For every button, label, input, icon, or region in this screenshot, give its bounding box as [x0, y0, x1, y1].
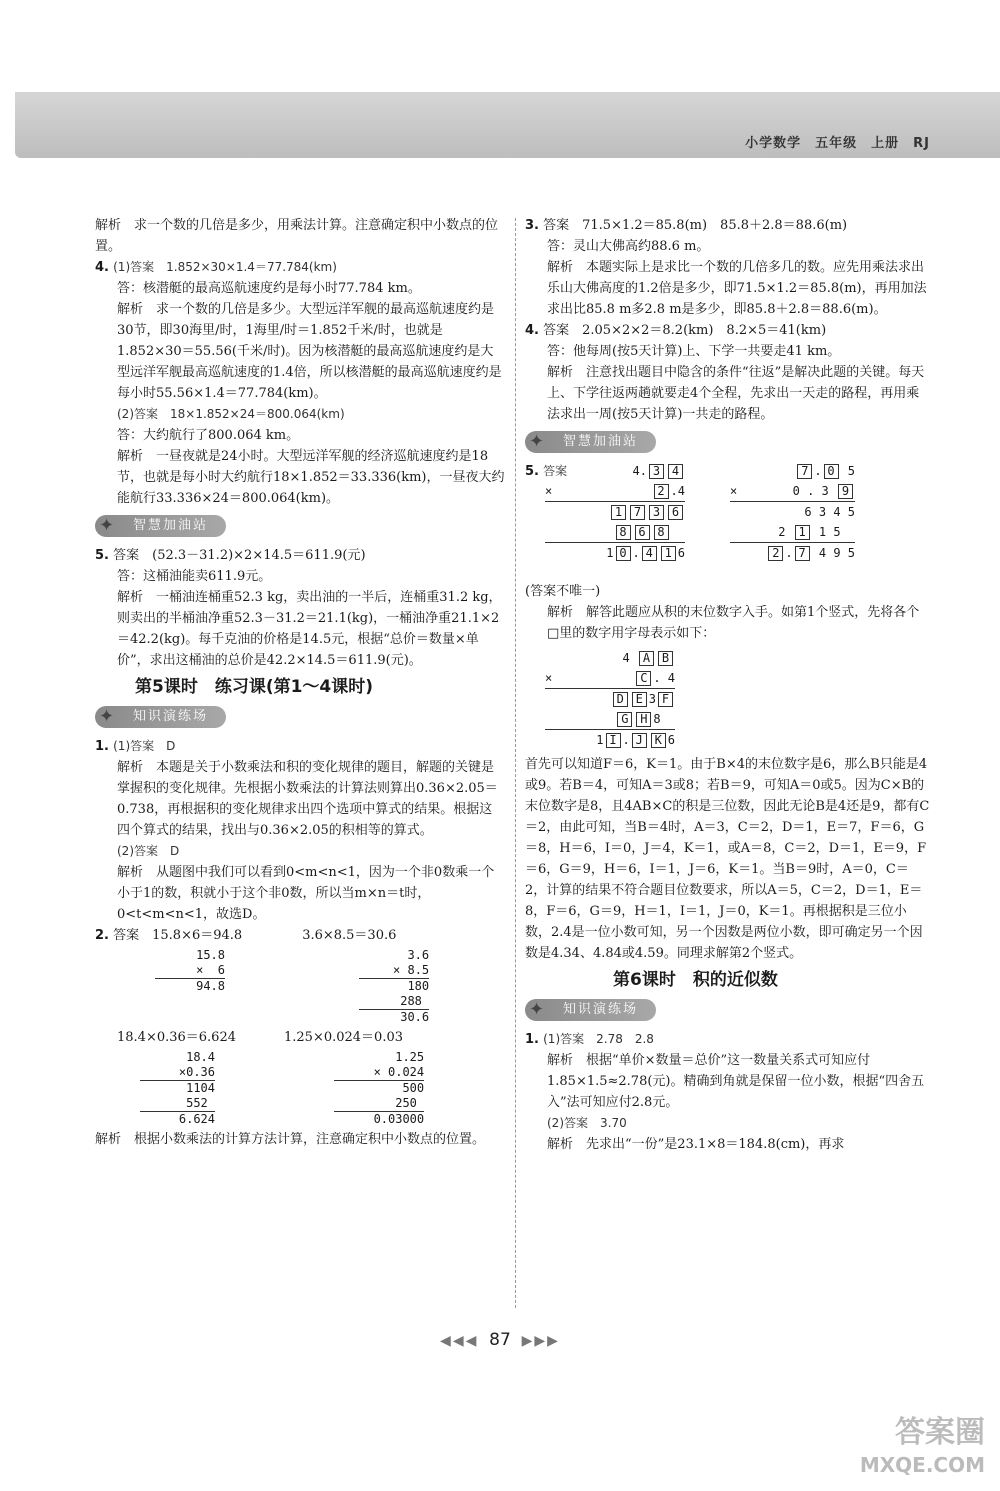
vertical-calcs-row2: [140, 1050, 505, 1127]
answer-label: (2)答案 D: [117, 844, 180, 858]
answer-text: 答：这桶油能卖611.9元。: [117, 569, 272, 584]
question-1: 1. (1)答案 2.78 2.8: [525, 1032, 654, 1047]
runner-icon: ✦: [529, 431, 547, 452]
analysis-text: 解析 一桶油连桶重52.3 kg，卖出油的一半后，连桶重31.2 kg，则卖出的半桶油净重52.3－31.2＝21.1(kg)，一桶油净重21.1×2＝42.2(kg)。每千克油的价格是14.5元，根据“总价＝数量×单价”，求出这桶油的总价是42.2×14.5＝611.9(元)。: [117, 590, 502, 668]
vertical-calc: 18.4 ×0.36 1104 552 6.624: [140, 1050, 215, 1127]
analysis-text: 首先可以知道F＝6，K＝1。由于B×4的末位数字是6，那么B只能是4或9。若B＝4，可知A＝3或8；若B＝9，可知A＝0或5。因为C×B的末位数字是8，且4AB×C的积是三位数，因此无论B是4还是9，都有C＝2，由此可知，当B＝4时，A＝3，C＝2，D＝1，E＝7，F＝6，G＝8，H＝6，I＝0，J＝4，K＝1，或A＝8，C＝2，D＝1，E＝9，F＝6，G＝9，H＝6，I＝1，J＝6，K＝1。当B＝9时，A＝0，C＝2，计算的结果不符合题目位数要求，所以A＝5，C＝2，D＝1，E＝8，F＝6，G＝9，H＝1，I＝1，J＝0，K＝1。再根据积是三位小数，2.4是一位小数可知，另一个因数是两位小数，即可确定另一个因数是4.34、4.84或4.59。同理求解第2个竖式。: [525, 757, 930, 961]
answer-text: 答：核潜艇的最高巡航速度约是每小时77.784 km。: [117, 281, 421, 296]
watermark: 答案圈 MXQE.COM: [859, 1415, 985, 1477]
analysis-text: 解析 解答此题应从积的末位数字入手。如第1个竖式，先将各个□里的数字用字母表示如下：: [547, 605, 920, 641]
vertical-calc: 15.8 × 6 94.8: [155, 948, 225, 994]
section-banner: ✦ 智慧加油站: [525, 431, 656, 453]
section-banner: ✦ 智慧加油站: [95, 515, 226, 537]
question-4: 4. (1)答案 1.852×30×1.4＝77.784(km): [95, 260, 337, 275]
question-5: 5. 答案 4. 3 4 × 2 .4 1 7 3 6 8 6 8 1 0 . 4 1 6 7 . 0 5 × 0 . 3 9 6 3 4 5 2 1 1 5 2 . 7 4 9 5: [525, 461, 930, 581]
answer-note: (答案不唯一): [525, 584, 601, 599]
analysis-text: 解析 求一个数的几倍是多少，用乘法计算。注意确定积中小数点的位置。: [95, 218, 499, 254]
runner-icon: ✦: [99, 515, 117, 536]
section-banner: ✦ 知识演练场: [525, 999, 656, 1021]
prev-arrows-icon: ◀◀◀: [440, 1333, 479, 1349]
answer-text: 答：他每周(按5天计算)上、下学一共要走41 km。: [547, 344, 841, 359]
analysis-text: 解析 本题实际上是求比一个数的几倍多几的数。应先用乘法求出乐山大佛高度的1.2倍是多少，即71.5×1.2＝85.8(m)，再用加法求出比85.8 m多2.8 m是多少，即85.8＋2.8＝88.6(m)。: [547, 260, 927, 317]
vertical-calc: 4. 3 4 × 2 .4 1 7 3 6 8 6 8 1 0 . 4 1 6: [545, 461, 685, 563]
right-column: [525, 215, 930, 1155]
section-banner: ✦ 知识演练场: [95, 706, 226, 728]
question-4: 4. 答案 2.05×2×2＝8.2(km) 8.2×5＝41(km): [525, 323, 827, 338]
lesson-title: 第6课时 积的近似数: [613, 970, 778, 990]
analysis-text: 解析 根据小数乘法的计算方法计算，注意确定积中小数点的位置。: [95, 1132, 486, 1147]
runner-icon: ✦: [99, 706, 117, 727]
question-2: 2. 答案 15.8×6＝94.8 3.6×8.5＝30.6: [95, 928, 397, 943]
vertical-calc: 7 . 0 5 × 0 . 3 9 6 3 4 5 2 1 1 5 2 . 7 4 9 5: [730, 461, 855, 563]
vertical-calc: 1.25 × 0.024 500 250 0.03000: [334, 1050, 424, 1127]
analysis-text: 解析 本题是关于小数乘法和积的变化规律的题目，解题的关键是掌握积的变化规律。先根据小数乘法的计算法则算出0.36×2.05＝0.738，再根据积的变化规律求出四个选项中算式的结果。根据这四个算式的结果，找出与0.36×2.05的积相等的算式。: [117, 760, 498, 838]
header-title: 小学数学 五年级 上册 RJ: [745, 136, 930, 151]
letter-vertical-calc: 4 A B × C . 4 D E 3 F G H 8 1 I . J K 6: [545, 648, 675, 750]
analysis-text: 解析 一昼夜就是24小时。大型远洋军舰的经济巡航速度约是18节，也就是每小时大约航行18×1.852＝33.336(km)，一昼夜大约能航行33.336×24＝800.064(km)。: [117, 449, 505, 506]
runner-icon: ✦: [529, 999, 547, 1020]
answer-label: (2)答案 18×1.852×24＝800.064(km): [117, 407, 345, 421]
question-3: 3. 答案 71.5×1.2＝85.8(m) 85.8＋2.8＝88.6(m): [525, 218, 848, 233]
vertical-calc: 3.6 × 8.5 180 288 30.6: [359, 948, 429, 1025]
answer-text: 答：灵山大佛高约88.6 m。: [547, 239, 710, 254]
analysis-text: 解析 从题图中我们可以看到0<m<n<1，因为一个非0数乘一个小于1的数，积就小于这个非0数，所以当m×n＝t时，0<t<m<n<1，故选D。: [117, 865, 495, 922]
answer-label: (2)答案 3.70: [547, 1116, 627, 1130]
analysis-text: 解析 根据“单价×数量＝总价”这一数量关系式可知应付1.85×1.5≈2.78(元)。精确到角就是保留一位小数，根据“四舍五入”法可知应付2.8元。: [547, 1053, 925, 1110]
vertical-calcs-row1: [155, 948, 505, 1025]
question-1: 1. (1)答案 D: [95, 739, 176, 754]
page-footer: [0, 1330, 1000, 1350]
analysis-text: 解析 求一个数的几倍是多少。大型远洋军舰的最高巡航速度约是30节，即30海里/时，1海里/时＝1.852千米/时，也就是1.852×30＝55.56(千米/时)。因为核潜艇的最高巡航速度约是大型远洋军舰最高巡航速度的1.4倍，所以核潜艇的最高巡航速度约是每小时55.56×1.4＝77.784(km)。: [117, 302, 502, 401]
left-column: [95, 215, 505, 1150]
answer-text: 答：大约航行了800.064 km。: [117, 428, 300, 443]
lesson-title: 第5课时 练习课(第1～4课时): [135, 677, 374, 697]
question-2-more: 18.4×0.36＝6.624 1.25×0.024＝0.03: [117, 1030, 403, 1045]
page-number: 87: [489, 1330, 511, 1350]
analysis-text: 解析 注意找出题目中隐含的条件“往返”是解决此题的关键。每天上、下学往返两趟就要走4个全程，先求出一天走的路程，再用乘法求出一周(按5天计算)一共走的路程。: [547, 365, 925, 422]
next-arrows-icon: ▶▶▶: [521, 1333, 560, 1349]
analysis-text: 解析 先求出“一份”是23.1×8＝184.8(cm)，再求: [547, 1137, 845, 1152]
column-divider: [515, 218, 516, 1308]
question-5: 5. 答案 (52.3－31.2)×2×14.5＝611.9(元): [95, 548, 366, 563]
